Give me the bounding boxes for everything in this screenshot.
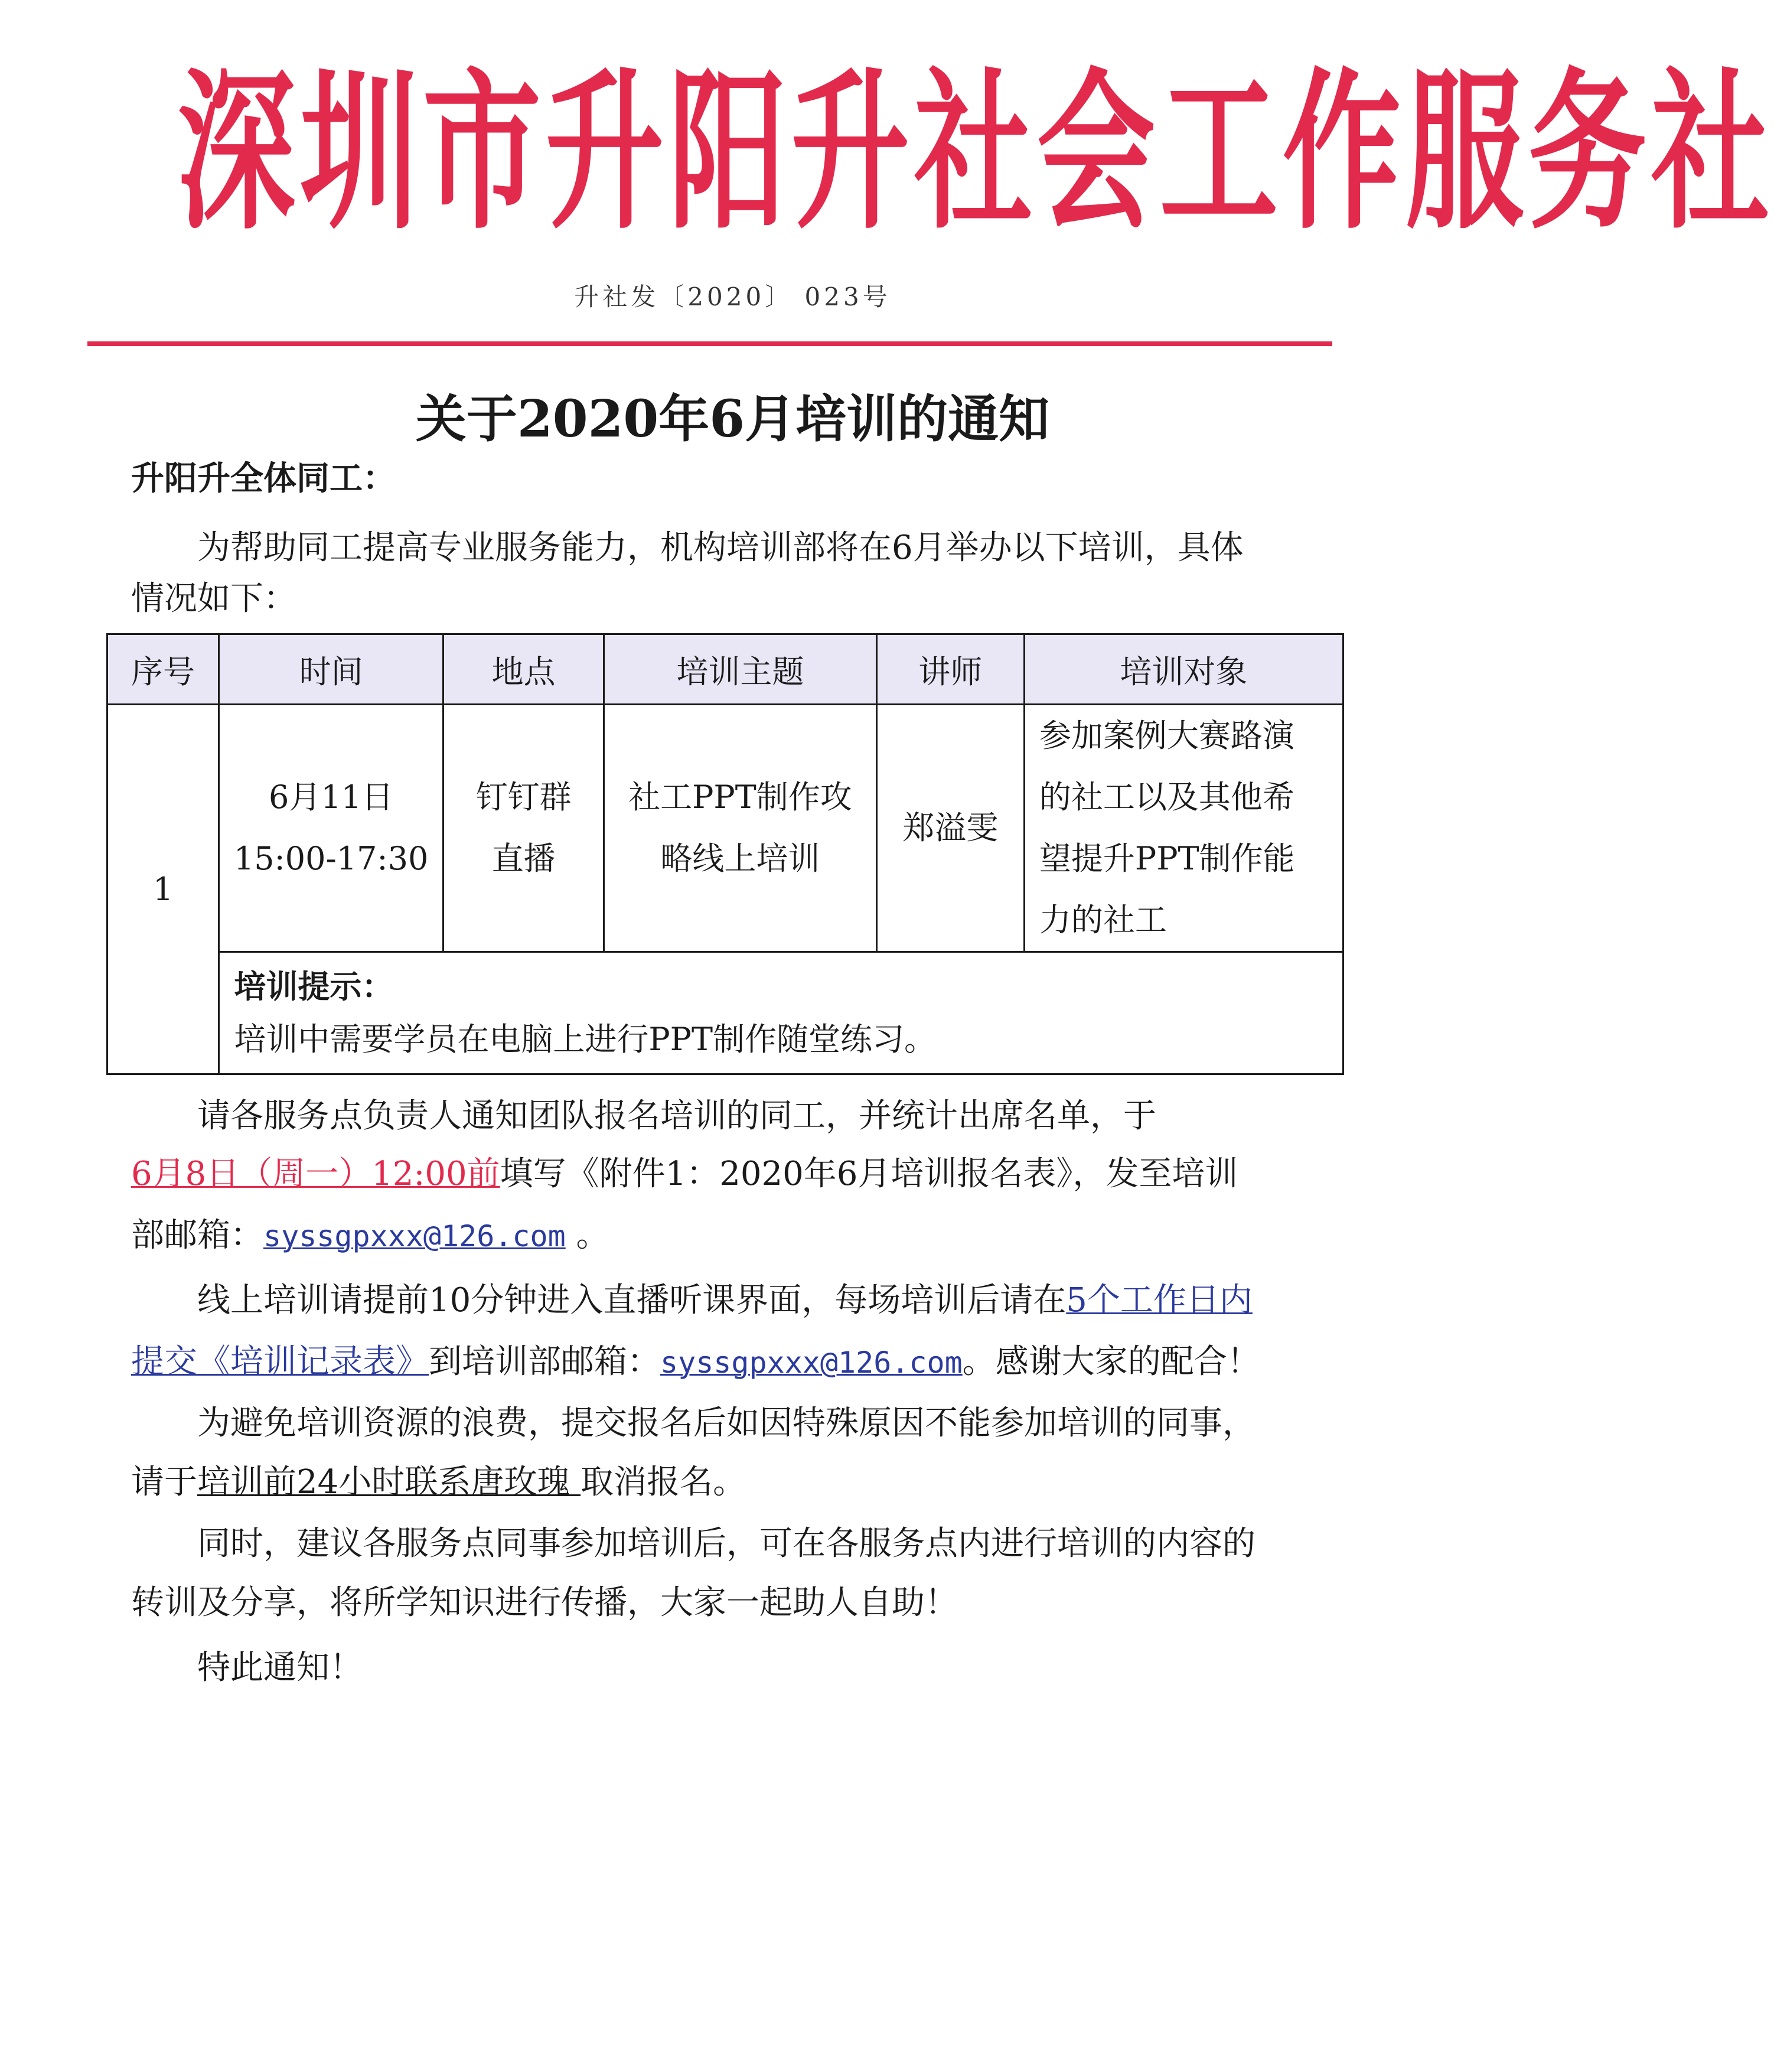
email-prefix: 部邮箱：: [131, 1216, 263, 1255]
training-schedule-table: [106, 633, 1344, 1075]
contact-deadline-text: 培训前24小时联系唐玫瑰: [197, 1463, 581, 1501]
cell-target: [1024, 705, 1343, 952]
email-link-2[interactable]: syssgpxxx@126.com: [660, 1346, 963, 1380]
organization-letterhead: 深圳市升阳升社会工作服务社: [177, 53, 1774, 253]
header-cell-no: 序号: [107, 634, 219, 705]
header-cell-lecturer: 讲师: [876, 634, 1024, 705]
cell-no: 1: [107, 705, 219, 1074]
letterhead-divider: [87, 341, 1332, 346]
intro-line-2: 情况如下：: [131, 579, 296, 618]
intro-line-1: 为帮助同工提高专业服务能力，机构培训部将在6月举办以下培训，具体: [197, 529, 1244, 567]
header-cell-target: 培训对象: [1024, 634, 1343, 705]
document-number: 升社发〔2020〕 023号: [574, 282, 891, 311]
deadline-text: 6月8日（周一）12:00前: [131, 1155, 500, 1193]
cell-lecturer: 郑溢雯: [876, 705, 1024, 952]
body-p3-line1: 为避免培训资源的浪费，提交报名后如因特殊原因不能参加培训的同事，: [197, 1404, 1256, 1442]
header-cell-topic: 培训主题: [604, 634, 876, 705]
body-p4-line2: 转训及分享，将所学知识进行传播，大家一起助人自助！: [131, 1584, 958, 1622]
tips-title: 培训提示：: [234, 967, 394, 1005]
closing-text: 特此通知！: [197, 1649, 363, 1687]
body-p3-line2: [131, 1452, 1324, 1513]
cell-topic-line2: 略线上培训: [660, 840, 820, 877]
cell-place-line1: 钉钉群: [475, 778, 572, 816]
table-row: [107, 705, 1343, 952]
body-p2-line2-suffix: 。感谢大家的配合！: [962, 1343, 1260, 1381]
email-suffix: 。: [565, 1216, 609, 1255]
workdays-link[interactable]: 5个工作日内: [1066, 1281, 1253, 1320]
cell-tips: [219, 952, 1343, 1074]
body-p3-prefix: 请于: [131, 1463, 197, 1501]
cell-target-line4: 力的社工: [1039, 901, 1167, 939]
email-link-1[interactable]: syssgpxxx@126.com: [263, 1219, 566, 1253]
cell-target-line1: 参加案例大赛路演: [1039, 717, 1294, 754]
body-p1-line2: [131, 1143, 1324, 1205]
body-p2-line1-text: 线上培训请提前10分钟进入直播听课界面，每场培训后请在: [197, 1281, 1067, 1320]
salutation: 升阳升全体同工：: [131, 459, 396, 498]
cell-place-line2: 直播: [491, 840, 556, 877]
body-p3-suffix: 取消报名。: [581, 1463, 746, 1501]
body-p1-line1: 请各服务点负责人通知团队报名培训的同工，并统计出席名单，于: [197, 1097, 1156, 1135]
table-header-row: [107, 634, 1343, 705]
body-p1-line3: [131, 1205, 1324, 1267]
cell-place: [443, 705, 604, 952]
body-p2-line2: [131, 1331, 1324, 1393]
body-p2-line1: [131, 1270, 1324, 1331]
body-p1-line2-rest: 填写《附件1：2020年6月培训报名表》，发至培训: [500, 1155, 1238, 1193]
cell-time: [219, 705, 443, 952]
record-form-link[interactable]: 提交《培训记录表》: [131, 1343, 429, 1381]
notice-title: 关于2020年6月培训的通知: [415, 389, 1050, 449]
header-cell-time: 时间: [219, 634, 443, 705]
body-p2-line2-mid: 到培训部邮箱：: [429, 1343, 660, 1381]
cell-target-line2: 的社工以及其他希: [1039, 778, 1294, 816]
body-p4-line1: 同时，建议各服务点同事参加培训后，可在各服务点内进行培训的内容的: [197, 1524, 1256, 1563]
header-cell-place: 地点: [443, 634, 604, 705]
cell-date-text: 6月11日: [269, 778, 394, 816]
tips-text: 培训中需要学员在电脑上进行PPT制作随堂练习。: [234, 1021, 937, 1058]
cell-target-line3: 望提升PPT制作能: [1039, 840, 1295, 877]
cell-topic: [604, 705, 876, 952]
cell-topic-line1: 社工PPT制作攻: [628, 778, 852, 816]
cell-time-text: 15:00-17:30: [233, 840, 429, 877]
table-tips-row: [107, 952, 1343, 1074]
